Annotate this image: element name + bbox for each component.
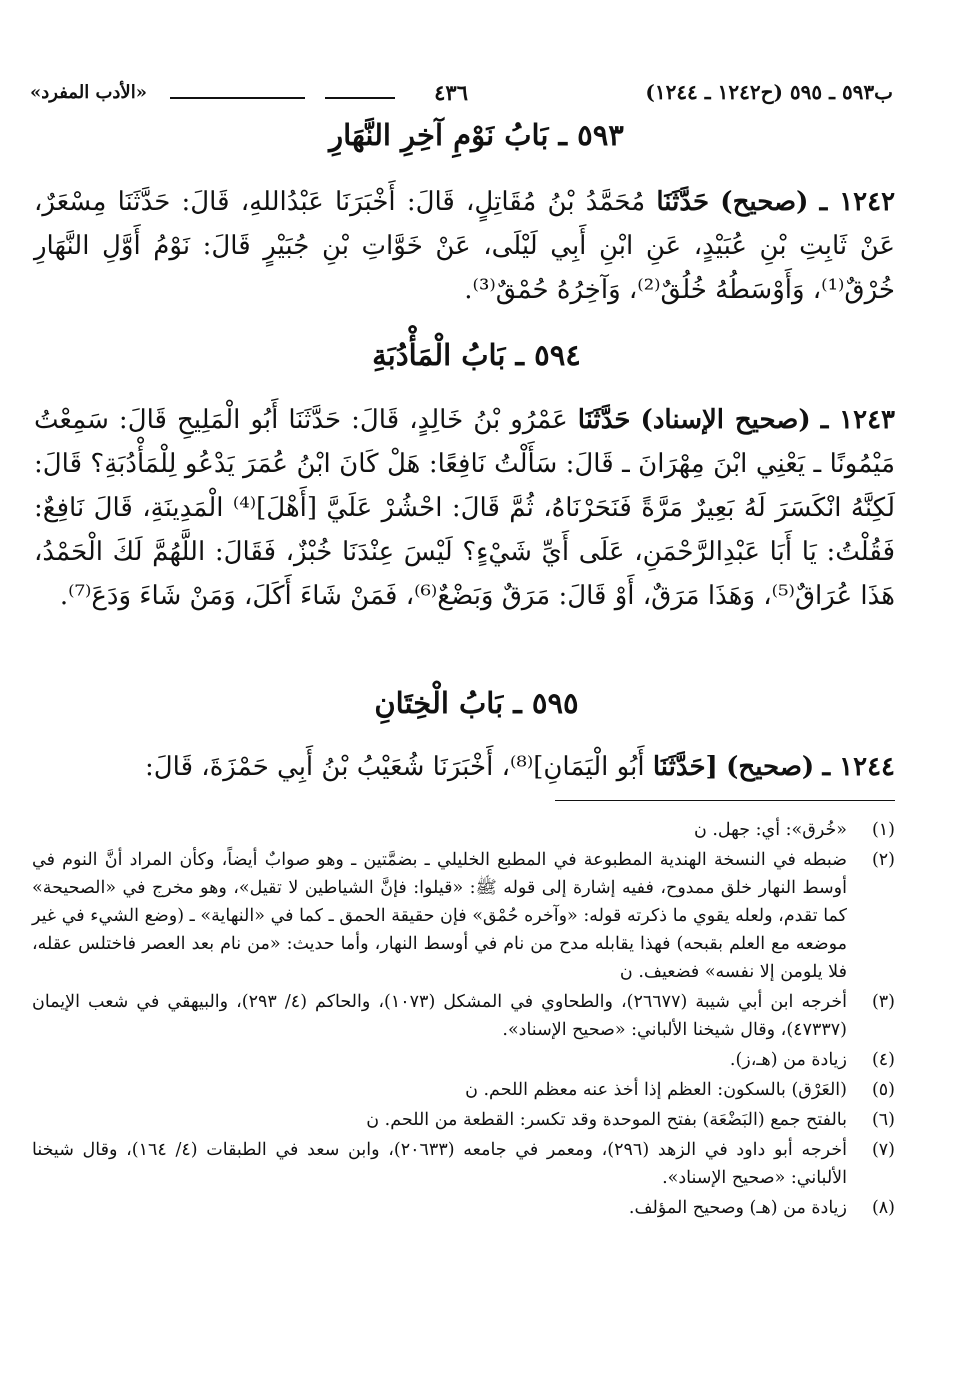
header-rule — [325, 97, 395, 99]
hadith-text: عَمْرُو بْنُ خَالِدٍ، قَالَ: حَدَّثَنَا أَبُو الْمَلِيحِ قَالَ: سَمِعْتُ مَيْمُونًا ـ يَعْنِي ابْنَ مِهْرَانَ ـ قَالَ: سَأَلْتُ نَافِعًا: هَلْ كَانَ ابْنُ عُمَرَ يَدْعُو لِلْمَأْدُبَةِ؟ قَالَ: لَكِنَّهُ انْكَسَرَ لَهُ بَعِيرٌ مَرَّةً فَنَحَرْنَاهُ، ثُمَّ قَالَ: احْشُرْ عَلَيَّ [أَهْلَ]⁽⁴⁾ الْمَدِينَةِ، قَالَ نَافِعٌ: فَقُلْتُ: يَا أَبَا عَبْدِالرَّحْمَنِ، عَلَى أَيِّ شَيْءٍ؟ لَيْسَ عِنْدَنَا خُبْزٌ، فَقَالَ: اللَّهُمَّ لَكَ الْحَمْدُ، هَذَا عُرَاقٌ⁽⁵⁾، وَهَذَا مَرَقٌ، أَوْ قَالَ: مَرَقٌ وَبَضْعٌ⁽⁶⁾، فَمَنْ شَاءَ أَكَلَ، وَمَنْ شَاءَ وَدَعَ⁽⁷⁾. — [34, 405, 895, 611]
footnote-text: زيادة من (هـ) وصحيح المؤلف. — [628, 1198, 847, 1218]
book-title: «الأدب المفرد» — [30, 82, 147, 103]
hadith-grade: (صحيح الإسناد) — [640, 405, 811, 435]
hadith-grade: (صحيح) — [720, 187, 809, 217]
footnotes — [32, 816, 895, 1224]
footnote-number: (٨) — [871, 1198, 895, 1218]
hadith-1243 — [34, 398, 895, 618]
footnote-number: (٤) — [871, 1050, 895, 1070]
chapter-heading-594: ٥٩٤ ـ بَابُ الْمَأْدُبَةِ — [372, 338, 581, 372]
footnote-text: (العَرْق) بالسكون: العظم إذا أخذ عنه معظم اللحم. ن — [465, 1080, 847, 1100]
footnote-number: (٢) — [871, 850, 895, 870]
header-range: ب٥٩٣ ـ ٥٩٥ (ح١٢٤٢ ـ ١٢٤٤) — [645, 80, 893, 104]
footnote-number: (٥) — [871, 1080, 895, 1100]
footnote-text: زيادة من (هـ،ز). — [729, 1050, 847, 1070]
hadith-number: ١٢٤٤ ـ — [822, 752, 895, 782]
footnote-item — [32, 1076, 895, 1104]
footnote-separator — [555, 800, 895, 801]
footnote-number: (٣) — [871, 992, 895, 1012]
hadith-1242 — [34, 180, 895, 312]
hadith-text: مُحَمَّدُ بْنُ مُقَاتِلٍ، قَالَ: أَخْبَرَنَا عَبْدُاللهِ، قَالَ: حَدَّثَنَا مِسْعَرٌ، عَنْ ثَابِتِ بْنِ عُبَيْدٍ، عَنِ ابْنِ أَبِي لَيْلَى، عَنْ خَوَّاتِ بْنِ جُبَيْرٍ قَالَ: نَوْمُ أَوَّلِ النَّهَارِ خُرْقٌ⁽¹⁾، وَأَوْسَطُهُ خُلُقٌ⁽²⁾، وَآخِرُهُ حُمْقٌ⁽³⁾. — [34, 187, 895, 305]
hadith-grade: (صحيح) — [726, 752, 815, 782]
footnote-number: (١) — [871, 820, 895, 840]
footnote-text: ضبطه في النسخة الهندية المطبوعة في المطبع الخليلي ـ بضمَّتين ـ وهو صوابٌ أيضاً، وكأن المراد أنَّ النوم في أوسط النهار خلق ممدوح، ففيه إشارة إلى قوله ﷺ: «قيلوا: فإنَّ الشياطين لا تقيل»، وهو مخرج في «الصحيحة» كما تقدم، ولعله يقوي ما ذكرته قوله: «وآخره حُمْق» فإن حقيقة الحمق ـ كما في «النهاية» ـ (وضع الشيء في غير موضعه مع العلم بقبحه) فهذا يقابله مدح من نام في أوسط النهار، وأما حديث: «من نام بعد العصر فاختلس عقله، فلا يلومن إلا نفسه» فضعيف. ن — [32, 850, 847, 982]
hadith-lead: حَدَّثَنَا — [577, 405, 631, 435]
page-number: ٤٣٦ — [434, 80, 468, 105]
hadith-number: ١٢٤٢ ـ — [819, 187, 896, 217]
footnote-item — [32, 988, 895, 1044]
running-header — [30, 80, 893, 110]
hadith-1244 — [34, 745, 895, 789]
footnote-item — [32, 1046, 895, 1074]
footnote-number: (٧) — [871, 1140, 895, 1160]
footnote-item — [32, 1194, 895, 1222]
hadith-number: ١٢٤٣ ـ — [820, 405, 896, 435]
footnote-item — [32, 846, 895, 986]
hadith-lead: [حَدَّثَنَا — [652, 752, 718, 782]
footnote-text: أخرجه ابن أبي شيبة (٢٦٦٧٧)، والطحاوي في المشكل (١٠٧٣)، والحاكم (٤/ ٢٩٣)، والبيهقي في شعب الإيمان (٤٧٣٣٧)، وقال شيخنا الألباني: «صحيح الإسناد». — [32, 992, 847, 1040]
hadith-lead: حَدَّثَنَا — [656, 187, 710, 217]
footnote-number: (٦) — [871, 1110, 895, 1130]
footnote-item — [32, 1106, 895, 1134]
chapter-heading-595: ٥٩٥ ـ بَابُ الْخِتَانِ — [374, 686, 579, 720]
footnote-text: بالفتح جمع (البَضْعَة) بفتح الموحدة وقد تكسر: القطعة من اللحم. ن — [366, 1110, 847, 1130]
footnote-text: «خُرق»: أي: جهل. ن — [693, 820, 847, 840]
footnote-item — [32, 816, 895, 844]
hadith-text: أَبُو الْيَمَانِ]⁽⁸⁾، أَخْبَرَنَا شُعَيْبُ بْنُ أَبِي حَمْزَةَ، قَالَ: — [145, 752, 645, 782]
header-rule — [170, 97, 305, 99]
footnote-item — [32, 1136, 895, 1192]
footnote-text: أخرجه أبو داود في الزهد (٢٩٦)، ومعمر في جامعه (٢٠٦٣٣)، وابن سعد في الطبقات (٤/ ١٦٤)، وقال شيخنا الألباني: «صحيح الإسناد». — [32, 1140, 847, 1188]
chapter-heading-593: ٥٩٣ ـ بَابُ نَوْمِ آخِرِ النَّهَارِ — [329, 118, 624, 152]
